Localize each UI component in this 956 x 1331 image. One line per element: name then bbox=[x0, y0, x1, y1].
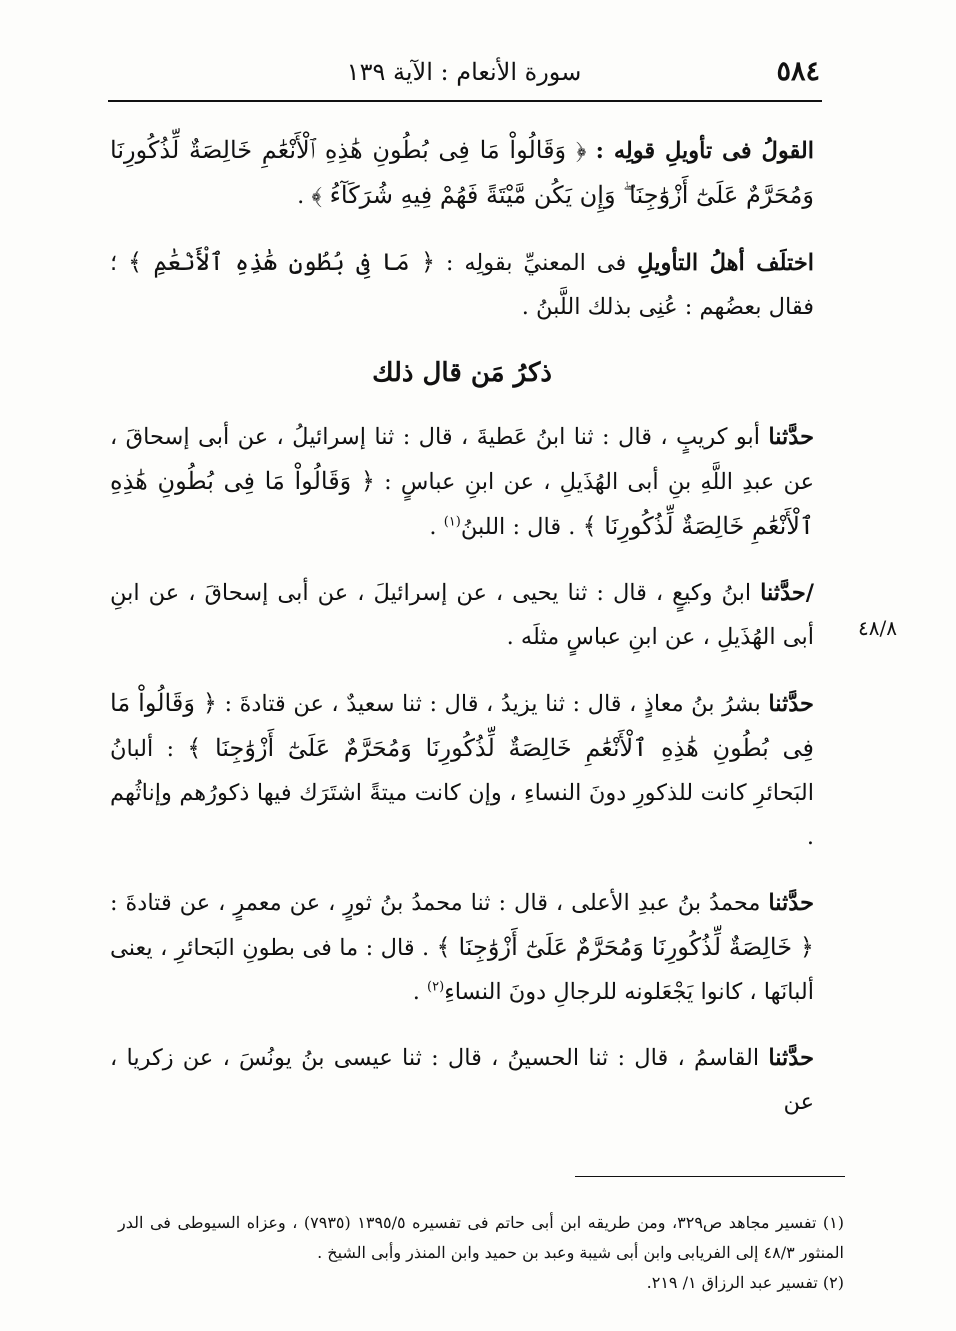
narration-tail: . bbox=[429, 514, 444, 540]
page-number: ٥٨٤ bbox=[776, 56, 820, 87]
quran-quote: ﴿ خَالِصَةٌ لِّذُكُورِنَا وَمُحَرَّمٌ عَلَىٰٓ أَزْوَٰجِنَا ﴾ bbox=[436, 933, 814, 961]
section-heading: ذكرُ مَن قال ذلك bbox=[372, 358, 552, 388]
paragraph-lead: اختلَف أهلُ التأويلِ bbox=[637, 250, 814, 276]
paragraph-end: . bbox=[297, 183, 312, 209]
narration-lead: حدَّثنا bbox=[768, 424, 814, 450]
narration-lead: حدَّثنا bbox=[768, 1045, 814, 1071]
quran-quote: ﴿ مَا فِى بُطُونِ هَٰذِهِ ٱلْأَنْعَٰمِ ﴾ bbox=[128, 248, 436, 276]
narration-chain: القاسمُ ، قال : ثنا الحسينُ ، قال : ثنا عيسى بنُ يونُسَ ، عن زكريا ، عن bbox=[110, 1045, 814, 1115]
paragraph-interpretation-heading bbox=[110, 128, 814, 218]
narration-lead: /حدَّثنا bbox=[760, 580, 814, 606]
narration-end: . قال : ما فى بطونِ البَحائرِ ، يعنى ألبانَها ، كانوا يَجْعَلونه للرجالِ دونَ النساءِ bbox=[110, 935, 814, 1005]
page-header bbox=[108, 52, 820, 98]
narration-tail: . bbox=[412, 979, 428, 1005]
footnote-2: (٢) تفسير عبد الرزاق ١/ ٢١٩. bbox=[646, 1273, 844, 1292]
footnote-1: (١) تفسير مجاهد ص٣٢٩، ومن طريقه ابن أبى حاتم فى تفسيره ١٣٩٥/٥ (٧٩٣٥) ، وعزاه السيوطى فى الدر المنثور ٤٨/٣ إلى الفريابى وابن أبى شيبة وعبد بن حميد وابن المنذر وأبى الشيخ . bbox=[118, 1213, 844, 1262]
narration-paragraph bbox=[110, 415, 814, 549]
paragraph-disagreement bbox=[110, 240, 814, 329]
footnote-rule bbox=[575, 1176, 845, 1177]
narration-paragraph bbox=[110, 1036, 814, 1124]
narration-paragraph bbox=[110, 571, 814, 659]
footnotes bbox=[118, 1208, 844, 1298]
narration-lead: حدَّثنا bbox=[768, 890, 814, 916]
footnote-reference: (٢) bbox=[427, 979, 445, 995]
main-text bbox=[110, 128, 814, 1146]
narration-chain: أبو كريبٍ ، قال : ثنا ابنُ عَطيةَ ، قال : ثنا إسرائيلُ ، عن أبى إسحاقَ ، عن عبدِ اللَّهِ بنِ أبى الهُذَيلِ ، عن ابنِ عباسٍ : bbox=[110, 424, 814, 495]
narration-end: : ألبانُ البَحائرِ كانت للذكورِ دونَ النساءِ ، وإن كانت ميتةً اشتَرَك فيها ذكورُهم وإناثُهم . bbox=[110, 736, 814, 850]
narration-end: . قال : اللبنُ bbox=[460, 514, 583, 540]
footnote-reference: (١) bbox=[443, 514, 461, 530]
narration-lead: حدَّثنا bbox=[768, 691, 814, 717]
margin-volume-page-note: ٤٨/٨ bbox=[858, 616, 897, 640]
paragraph-lead: القولُ فى تأويلِ قولِه : bbox=[595, 138, 814, 164]
running-title: سورة الأنعام : الآية ١٣٩ bbox=[346, 58, 582, 86]
quran-quote: ﴿ وَقَالُواْ مَا فِى بُطُونِ هَٰذِهِ ٱلْأَنْعَٰمِ خَالِصَةٌ لِّذُكُورِنَا ﴾ bbox=[110, 467, 814, 540]
header-rule bbox=[108, 100, 822, 102]
paragraph-end: ؛ فقال بعضُهم : عُنِى بذلك اللَّبنُ . bbox=[110, 250, 814, 320]
narration-chain: محمدُ بنُ عبدِ الأعلى ، قال : ثنا محمدُ بنُ ثورٍ ، عن معمرٍ ، عن قتادةَ : bbox=[110, 890, 769, 916]
quran-quote: ﴿ وَقَالُواْ مَا فِى بُطُونِ هَٰذِهِ ٱلْأَنْعَٰمِ خَالِصَةٌ لِّذُكُورِنَا وَمُحَرَّمٌ عَلَىٰٓ أَزْوَٰجِنَا ﴾ bbox=[110, 689, 814, 762]
narration-paragraph bbox=[110, 681, 814, 859]
narration-chain: بشرُ بنُ معاذٍ ، قال : ثنا يزيدُ ، قال : ثنا سعيدٌ ، عن قتادةَ : bbox=[216, 691, 769, 717]
quran-quote: ﴿ وَقَالُواْ مَا فِى بُطُونِ هَٰذِهِ ٱلْأَنْعَٰمِ خَالِصَةٌ لِّذُكُورِنَا وَمُحَرَّمٌ عَلَىٰٓ أَزْوَٰجِنَا ۖ وَإِن يَكُن مَّيْتَةً فَهُمْ فِيهِ شُرَكَآءُ ﴾ bbox=[110, 136, 814, 209]
narration-chain: ابنُ وكيعٍ ، قال : ثنا يحيى ، عن إسرائيلَ ، عن أبى إسحاقَ ، عن ابنِ أبى الهُذَيلِ ، عن ابنِ عباسٍ مثلَه . bbox=[110, 580, 814, 650]
paragraph-text: فى المعنيِّ بقولِه : bbox=[435, 250, 638, 276]
narration-paragraph bbox=[110, 881, 814, 1014]
